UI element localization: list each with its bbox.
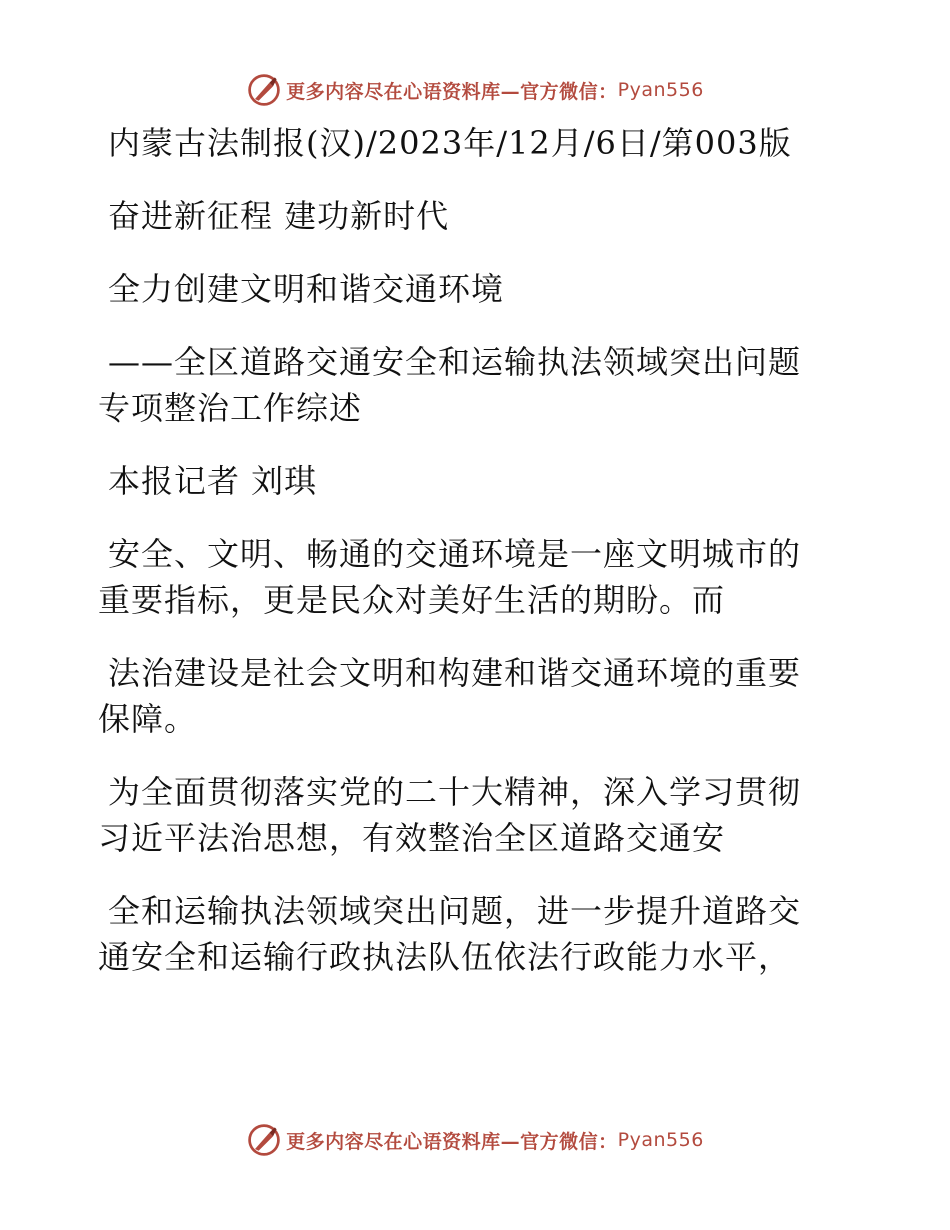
watermark-handle: Pyan556 <box>617 1129 704 1151</box>
pen-logo-icon <box>246 1122 282 1158</box>
text-line: 全力创建文明和谐交通环境 <box>108 270 505 308</box>
text-line: 习近平法治思想，有效整治全区道路交通安 <box>98 819 726 857</box>
text-line: 内蒙古法制报(汉)/2023年/12月/6日/第003版 <box>108 124 792 162</box>
text-line: 法治建设是社会文明和构建和谐交通环境的重要 <box>108 654 802 692</box>
text-line: 奋进新征程 建功新时代 <box>108 197 450 235</box>
watermark-text: 更多内容尽在心语资料库—官方微信： <box>286 80 618 103</box>
text-line: 全和运输执法领域突出问题，进一步提升道路交 <box>108 892 802 930</box>
watermark-top <box>0 72 950 108</box>
text-line: 专项整治工作综述 <box>98 389 363 427</box>
watermark-handle: Pyan556 <box>617 79 704 101</box>
text-line: 本报记者 刘琪 <box>108 462 318 500</box>
watermark-text: 更多内容尽在心语资料库—官方微信： <box>286 1130 618 1153</box>
text-line: ——全区道路交通安全和运输执法领域突出问题 <box>108 343 802 381</box>
text-line: 为全面贯彻落实党的二十大精神，深入学习贯彻 <box>108 773 802 811</box>
watermark-bottom <box>0 1122 950 1158</box>
text-line: 重要指标，更是民众对美好生活的期盼。而 <box>98 581 726 619</box>
text-line: 安全、文明、畅通的交通环境是一座文明城市的 <box>108 535 802 573</box>
text-line: 保障。 <box>98 700 198 738</box>
document-body <box>98 120 833 980</box>
text-line: 通安全和运输行政执法队伍依法行政能力水平， <box>98 938 792 976</box>
pen-logo-icon <box>246 72 282 108</box>
